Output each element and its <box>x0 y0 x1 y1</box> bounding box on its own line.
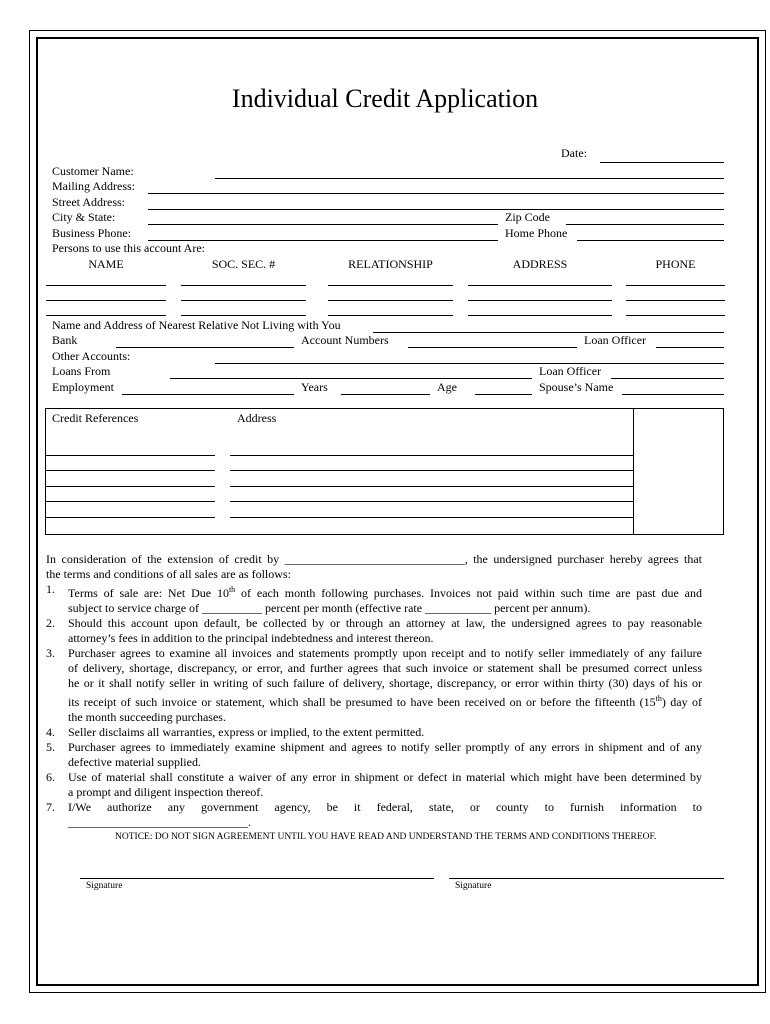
loan-officer-2-label: Loan Officer <box>539 364 602 378</box>
account-numbers-label: Account Numbers <box>301 333 389 347</box>
date-field[interactable] <box>600 148 724 163</box>
credit-ref-3-name[interactable] <box>46 486 215 487</box>
years-label: Years <box>301 380 328 394</box>
mailing-address-field[interactable] <box>148 179 724 194</box>
col-address-header: ADDRESS <box>512 257 568 271</box>
loan-officer-label: Loan Officer <box>584 333 647 347</box>
mailing-address-label: Mailing Address: <box>52 179 135 193</box>
city-state-label: City & State: <box>52 210 116 224</box>
person-row-3-name[interactable] <box>46 315 166 316</box>
credit-ref-5-name[interactable] <box>46 517 215 518</box>
age-label: Age <box>437 380 457 394</box>
notice-text: NOTICE: DO NOT SIGN AGREEMENT UNTIL YOU HAVE READ AND UNDERSTAND THE TERMS AND CONDITIONS THEREOF. <box>115 832 657 842</box>
person-row-2-phone[interactable] <box>626 300 725 301</box>
person-row-3-ssn[interactable] <box>181 315 306 316</box>
business-phone-label: Business Phone: <box>52 226 132 240</box>
bank-field[interactable] <box>116 333 294 348</box>
loan-officer-field[interactable] <box>656 333 724 348</box>
person-row-3-relationship[interactable] <box>328 315 453 316</box>
terms-intro-line-1: In consideration of the extension of credit by ______________________________, the undersigned purchaser hereby agrees that <box>46 552 702 566</box>
credit-ref-3-address[interactable] <box>230 486 633 487</box>
terms-item-1: 1. Terms of sale are: Net Due 10th of each month following purchases. Invoices not paid within such time are past due and subject to service charge of __________ percent per month (effective rate ___________ percent per annum). <box>46 582 703 615</box>
age-field[interactable] <box>475 380 532 395</box>
credit-ref-2-address[interactable] <box>230 470 633 471</box>
credit-ref-1-address[interactable] <box>230 455 633 456</box>
zip-code-field[interactable] <box>566 210 724 225</box>
credit-ref-1-name[interactable] <box>46 455 215 456</box>
signature-line-left[interactable] <box>80 878 434 879</box>
person-row-1-phone[interactable] <box>626 285 725 286</box>
street-address-label: Street Address: <box>52 195 125 209</box>
terms-item-7: 7. I/We authorize any government agency, be it federal, state, or county to furnish information to ______________________________. <box>46 800 702 829</box>
person-row-2-name[interactable] <box>46 300 166 301</box>
person-row-1-address[interactable] <box>468 285 612 286</box>
signature-line-right[interactable] <box>449 878 724 879</box>
col-soc-sec-header: SOC. SEC. # <box>211 257 276 271</box>
terms-item-3: 3. Purchaser agrees to examine all invoices and statements promptly upon receipt and to notify seller immediately of any failure of delivery, shortage, discrepancy, or error, and further agrees that such invoice or statement shall be presumed correct unless he or it shall notify seller in writing of such failure of delivery, shortage, discrepancy, or error within thirty (30) days of his or its receipt of such invoice or statement, which shall be presumed to have been received on or before the fifteenth (15th) day of the month succeeding purchases. <box>46 646 702 724</box>
years-field[interactable] <box>341 380 430 395</box>
terms-item-1-line-1: Terms of sale are: Net Due 10th of each month following purchases. Invoices not paid within such time are past due and <box>68 585 703 600</box>
person-row-1-name[interactable] <box>46 285 166 286</box>
credit-ref-2-name[interactable] <box>46 470 215 471</box>
other-accounts-field[interactable] <box>215 349 724 364</box>
customer-name-label: Customer Name: <box>52 164 134 178</box>
date-label: Date: <box>561 146 587 160</box>
credit-ref-4-address[interactable] <box>230 501 633 502</box>
terms-item-2: 2. Should this account upon default, be collected by or through an attorney at law, the undersigned agrees to pay reasonable attorney’s fees in addition to the principal indebtedness and interest thereon. <box>46 616 702 645</box>
terms-section <box>46 552 702 830</box>
loans-from-label: Loans From <box>52 364 111 378</box>
business-phone-field[interactable] <box>148 226 498 241</box>
nearest-relative-field[interactable] <box>373 318 724 333</box>
customer-name-field[interactable] <box>215 164 724 179</box>
spouses-name-label: Spouse’s Name <box>539 380 614 394</box>
person-row-2-address[interactable] <box>468 300 612 301</box>
person-row-1-ssn[interactable] <box>181 285 306 286</box>
home-phone-label: Home Phone <box>505 226 568 240</box>
credit-ref-5-address[interactable] <box>230 517 633 518</box>
bank-label: Bank <box>52 333 78 347</box>
signature-label-right: Signature <box>455 881 492 891</box>
employment-label: Employment <box>52 380 114 394</box>
terms-item-5: 5. Purchaser agrees to immediately examine shipment and agrees to notify seller promptly of any errors in shipment and of any defective material supplied. <box>46 740 702 769</box>
terms-item-6: 6. Use of material shall constitute a waiver of any error in shipment or defect in material which might have been determined by a prompt and diligent inspection thereof. <box>46 770 702 799</box>
col-relationship-header: RELATIONSHIP <box>348 257 433 271</box>
zip-code-label: Zip Code <box>505 210 550 224</box>
person-row-3-phone[interactable] <box>626 315 725 316</box>
nearest-relative-label: Name and Address of Nearest Relative Not Living with You <box>52 318 341 332</box>
person-row-1-relationship[interactable] <box>328 285 453 286</box>
credit-references-label: Credit References <box>52 411 139 425</box>
street-address-field[interactable] <box>148 195 724 210</box>
signature-label-left: Signature <box>86 881 123 891</box>
col-name-header: NAME <box>88 257 124 271</box>
city-state-field[interactable] <box>148 210 498 225</box>
person-row-3-address[interactable] <box>468 315 612 316</box>
credit-references-divider <box>633 408 634 535</box>
other-accounts-label: Other Accounts: <box>52 349 131 363</box>
terms-intro-line-2: the terms and conditions of all sales are as follows: <box>46 567 291 581</box>
person-row-2-relationship[interactable] <box>328 300 453 301</box>
credit-references-box <box>45 408 724 535</box>
spouses-name-field[interactable] <box>622 380 724 395</box>
terms-item-1-line-2: subject to service charge of __________ percent per month (effective rate ___________ percent per annum). <box>68 601 591 615</box>
employment-field[interactable] <box>122 380 294 395</box>
loans-from-field[interactable] <box>170 364 532 379</box>
terms-item-4: 4. Seller disclaims all warranties, express or implied, to the extent permitted. <box>46 725 425 739</box>
account-numbers-field[interactable] <box>408 333 577 348</box>
credit-address-label: Address <box>237 411 277 425</box>
person-row-2-ssn[interactable] <box>181 300 306 301</box>
credit-ref-4-name[interactable] <box>46 501 215 502</box>
loan-officer-2-field[interactable] <box>611 364 724 379</box>
form-title: Individual Credit Application <box>231 84 539 113</box>
persons-label: Persons to use this account Are: <box>52 241 205 255</box>
col-phone-header: PHONE <box>655 257 696 271</box>
home-phone-field[interactable] <box>577 226 724 241</box>
